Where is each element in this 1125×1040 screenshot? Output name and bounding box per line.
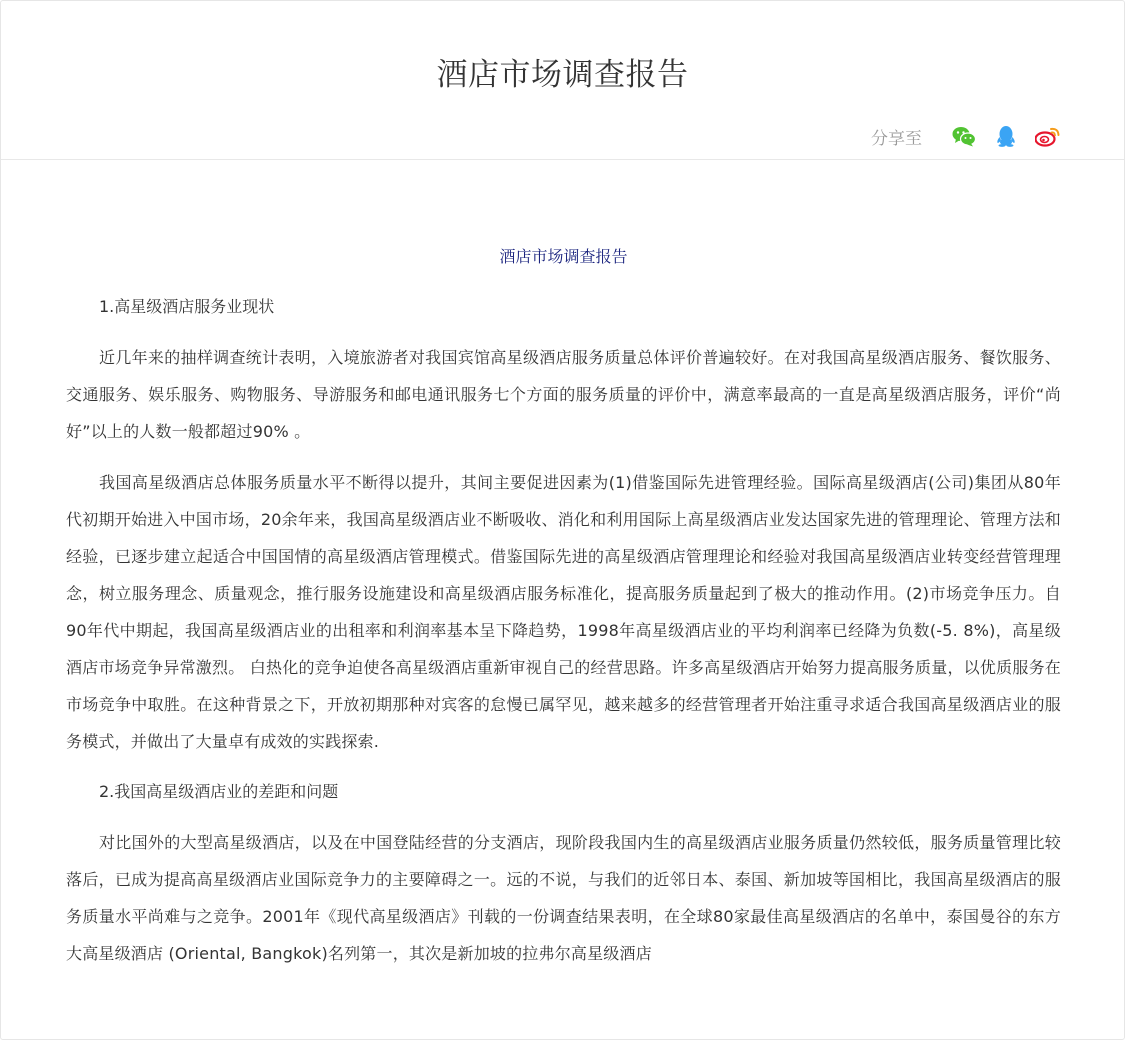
article-header <box>1 1 1124 160</box>
paragraph: 对比国外的大型高星级酒店，以及在中国登陆经营的分支酒店，现阶段我国内生的高星级酒店业服务质量仍然较低，服务质量管理比较落后，已成为提高高星级酒店业国际竞争力的主要障碍之一。远的不说，与我们的近邻日本、泰国、新加坡等国相比，我国高星级酒店的服务质量水平尚难与之竞争。2001年《现代高星级酒店》刊载的一份调查结果表明，在全球80家最佳高星级酒店的名单中，泰国曼谷的东方大高星级酒店 (Oriental, Bangkok)名列第一，其次是新加坡的拉弗尔高星级酒店 <box>66 833 1061 963</box>
wechat-icon[interactable] <box>950 122 978 150</box>
paragraph: 我国高星级酒店总体服务质量水平不断得以提升，其间主要促进因素为(1)借鉴国际先进管理经验。国际高星级酒店(公司)集团从80年代初期开始进入中国市场，20余年来，我国高星级酒店业不断吸收、消化和利用国际上高星级酒店业发达国家先进的管理理论、管理方法和经验，已逐步建立起适合中国国情的高星级酒店管理模式。借鉴国际先进的高星级酒店管理理论和经验对我国高星级酒店业转变经营管理理念，树立服务理念、质量观念，推行服务设施建设和高星级酒店服务标准化，提高服务质量起到了极大的推动作用。(2)市场竞争压力。自90年代中期起，我国高星级酒店业的出租率和利润率基本呈下降趋势，1998年高星级酒店业的平均利润率已经降为负数(-5. 8%)，高星级酒店市场竞争异常激烈。 白热化的竞争迫使各高星级酒店重新审视自己的经营思路。许多高星级酒店开始努力提高服务质量，以优质服务在市场竞争中取胜。在这种背景之下，开放初期那种对宾客的怠慢已属罕见，越来越多的经营管理者开始注重寻求适合我国高星级酒店业的服务模式，并做出了大量卓有成效的实践探索. <box>66 473 1061 751</box>
article-body <box>66 239 1061 986</box>
share-label: 分享至 <box>871 128 922 149</box>
qq-icon[interactable] <box>992 122 1020 150</box>
weibo-icon[interactable] <box>1034 122 1062 150</box>
paragraph: 近几年来的抽样调查统计表明，入境旅游者对我国宾馆高星级酒店服务质量总体评价普遍较好。在对我国高星级酒店服务、餐饮服务、交通服务、娱乐服务、购物服务、导游服务和邮电通讯服务七个方面的服务质量的评价中，满意率最高的一直是高星级酒店服务，评价“尚好”以上的人数一般都超过90% 。 <box>66 348 1061 441</box>
document-title: 酒店市场调查报告 <box>499 247 628 266</box>
section-heading: 2.我国高星级酒店业的差距和问题 <box>99 782 339 801</box>
share-bar <box>871 121 1062 151</box>
page-title: 酒店市场调查报告 <box>436 57 689 93</box>
section-heading: 1.高星级酒店服务业现状 <box>99 297 275 316</box>
